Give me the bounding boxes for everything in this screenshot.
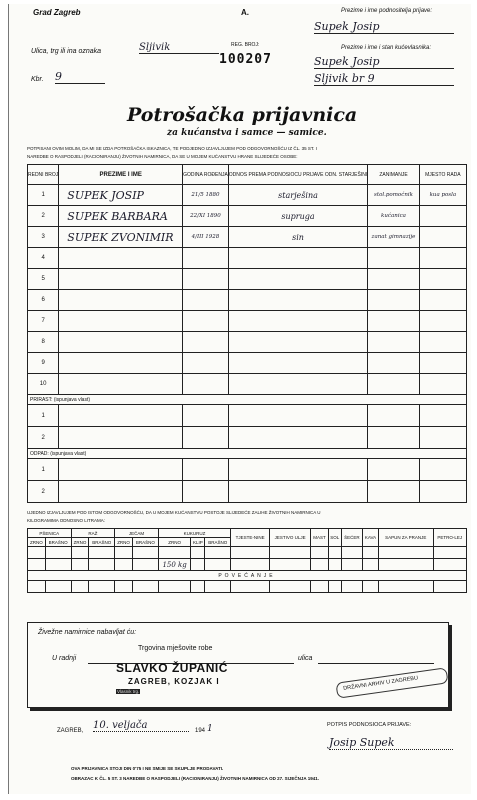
person-no: 5	[28, 269, 59, 290]
col-header-occupation: ZANIMANJE	[368, 165, 420, 185]
person-relation	[228, 311, 367, 332]
person-name: SUPEK JOSIP	[59, 185, 183, 206]
food-sub-brasno: BRAŠNO	[205, 538, 231, 547]
person-workplace	[419, 311, 466, 332]
person-no: 7	[28, 311, 59, 332]
person-year: 21/5 1880	[183, 185, 229, 206]
person-occupation: kućanica	[368, 206, 420, 227]
ulica-line	[318, 663, 434, 664]
person-no: 6	[28, 290, 59, 311]
place-label: ZAGREB,	[57, 728, 84, 734]
prirast-row	[28, 427, 467, 449]
odpad-label: ODPAD: (ispunjava vlast)	[28, 449, 467, 459]
applicant-label: Prezime i ime podnositelja prijave:	[341, 8, 433, 14]
prirast-row-cell	[419, 427, 466, 449]
year-label: 194	[195, 728, 206, 734]
person-row	[28, 185, 467, 206]
person-relation	[228, 332, 367, 353]
person-year: 22/XI 1890	[183, 206, 229, 227]
odpad-row	[28, 459, 467, 481]
food-col-mast: MAST	[311, 529, 328, 547]
col-header-no: REDNI BROJ	[28, 165, 59, 185]
person-occupation	[368, 353, 420, 374]
person-relation	[228, 248, 367, 269]
purchase-label: Živežne namirnice nabavljat ću:	[38, 629, 137, 636]
person-name	[59, 248, 183, 269]
person-workplace	[419, 227, 466, 248]
person-workplace	[419, 206, 466, 227]
person-row	[28, 269, 467, 290]
person-occupation	[368, 311, 420, 332]
person-name	[59, 290, 183, 311]
person-relation: starješina	[228, 185, 367, 206]
intro-line-1: POTPISANI OVIM MOLIM, DA MI SE IZDA POTROŠAČKA ISKAZNICA, TE PODJEDNO IZJAVLJUJEM POD ODGOVORNOŠĆU IZ ČL. 35 ST. I	[27, 146, 317, 151]
odpad-row-cell	[368, 481, 420, 503]
prirast-row-cell	[183, 427, 229, 449]
person-relation	[228, 374, 367, 395]
food-col-kava: KAVA	[363, 529, 379, 547]
odpad-row-cell	[419, 481, 466, 503]
person-row	[28, 227, 467, 248]
odpad-row-cell	[419, 459, 466, 481]
prirast-header-row	[28, 395, 467, 405]
person-name	[59, 332, 183, 353]
col-header-relation: ODNOS PREMA PODNOSIOCU PRIJAVE ODN. STARJEŠINI	[228, 165, 367, 185]
odpad-row-cell	[59, 459, 183, 481]
prirast-row-no: 1	[28, 405, 59, 427]
owner-label: Prezime i ime i stan kućevlasnika:	[341, 45, 432, 51]
odpad-row-cell	[228, 481, 367, 503]
persons-table-header	[28, 165, 467, 185]
owner-value: Supek Josip	[314, 55, 454, 69]
povecanje-label: POVEĆANJE	[28, 571, 467, 581]
declaration-line-1: UJEDNO IZJAVLJUJEM POD ISTOM ODGOVORNOŠĆU, DA U MOJEM KUĆANSTVU POSTOJE SLIJEDEĆE ZALIHE ŽIVOTNIH NAMIRNICA U	[27, 510, 321, 515]
year-suffix: 1	[207, 724, 213, 734]
person-name: SUPEK BARBARA	[59, 206, 183, 227]
person-row	[28, 311, 467, 332]
person-no: 9	[28, 353, 59, 374]
u-radnji-label: U radnji	[52, 655, 77, 662]
signature-label: POTPIS PODNOSIOCA PRIJAVE:	[327, 722, 412, 728]
prirast-row-no: 2	[28, 427, 59, 449]
person-row	[28, 290, 467, 311]
food-sub-zrno: ZRNO	[115, 538, 133, 547]
food-col-sapun: SAPUN ZA PRANJE	[378, 529, 433, 547]
kbr-label: Kbr.	[31, 76, 44, 83]
person-relation	[228, 353, 367, 374]
person-no: 1	[28, 185, 59, 206]
person-year	[183, 248, 229, 269]
prirast-row-cell	[228, 405, 367, 427]
applicant-value: Supek Josip	[314, 20, 454, 34]
food-sub-zrno: ZRNO	[158, 538, 191, 547]
city-label: Grad Zagreb	[33, 8, 81, 17]
food-group-ječam: JEČAM	[115, 529, 159, 538]
person-relation	[228, 269, 367, 290]
odpad-row-no: 1	[28, 459, 59, 481]
food-col-ulje: JESTIVO ULJE	[269, 529, 310, 547]
owner-address: Sljivik br 9	[314, 72, 454, 86]
person-name	[59, 353, 183, 374]
shop-stamp-address: ZAGREB, KOZJAK I	[128, 677, 220, 686]
footer-note-2: OBRAZAC K ČL. 5 ST. 3 NAREDBE O RASPODJELI (RACIONIRANJU) ŽIVOTNIH NAMIRNICA OD 27. SIJEČNJA 1941.	[71, 776, 319, 781]
person-occupation	[368, 332, 420, 353]
col-header-name: PREZIME I IME	[59, 165, 183, 185]
archive-stamp-text: DRŽAVNI ARHIV U ZAGREBU	[342, 675, 419, 692]
person-workplace: kua posla	[419, 185, 466, 206]
person-no: 3	[28, 227, 59, 248]
food-col-tjestenine: TJESTE-NINE	[231, 529, 270, 547]
person-year: 4/III 1928	[183, 227, 229, 248]
person-no: 8	[28, 332, 59, 353]
person-workplace	[419, 248, 466, 269]
col-header-year: GODINA ROĐENJA	[183, 165, 229, 185]
person-row	[28, 248, 467, 269]
food-sub-brasno: BRAŠNO	[45, 538, 71, 547]
page-subtitle: za kućanstva i samce — samice.	[167, 128, 327, 138]
prirast-row	[28, 405, 467, 427]
odpad-row-cell	[368, 459, 420, 481]
person-workplace	[419, 374, 466, 395]
shop-stamp-name: SLAVKO ŽUPANIĆ	[116, 661, 228, 675]
declaration-line-2: KILOGRAMIMA ODNOSNO LITRAMA:	[27, 518, 106, 523]
odpad-row-cell	[228, 459, 367, 481]
food-povecanje-row	[28, 571, 467, 581]
kbr-value: 9	[55, 70, 105, 84]
signature-value: Josip Supek	[329, 736, 453, 750]
prirast-row-cell	[59, 427, 183, 449]
person-year	[183, 311, 229, 332]
food-sub-zrno: ZRNO	[71, 538, 89, 547]
odpad-row-cell	[183, 481, 229, 503]
person-workplace	[419, 353, 466, 374]
person-occupation: zanat gimnazije	[368, 227, 420, 248]
person-year	[183, 290, 229, 311]
food-col-sol: SOL	[328, 529, 341, 547]
person-occupation	[368, 290, 420, 311]
person-workplace	[419, 290, 466, 311]
food-row-1	[28, 547, 467, 559]
odpad-row-cell	[183, 459, 229, 481]
person-no: 2	[28, 206, 59, 227]
footer-note-1: OVA PRIJAVNICA STOJI DIN 0'75 I NE SMIJE SE SKUPLJE PRODAVATI.	[71, 766, 224, 771]
person-year	[183, 353, 229, 374]
page-title: Potrošačka prijavnica	[127, 104, 358, 126]
col-header-workplace: MJESTO RADA	[419, 165, 466, 185]
food-row-2	[28, 559, 467, 571]
person-row	[28, 332, 467, 353]
odpad-row	[28, 481, 467, 503]
prirast-row-cell	[419, 405, 466, 427]
purchase-box	[27, 622, 449, 708]
persons-table	[27, 164, 467, 503]
person-year	[183, 269, 229, 290]
street-label: Ulica, trg ili ina oznaka	[31, 48, 102, 55]
person-name	[59, 311, 183, 332]
food-sub-klip: KLIP	[191, 538, 205, 547]
archive-stamp	[335, 667, 448, 698]
person-workplace	[419, 269, 466, 290]
food-sub-zrno: ZRNO	[28, 538, 46, 547]
form-page	[8, 4, 471, 794]
shop-stamp-line1: Trgovina mješovite robe	[138, 645, 213, 652]
person-year	[183, 374, 229, 395]
reg-label: REG. BROJ:	[231, 42, 260, 48]
person-row	[28, 206, 467, 227]
prirast-row-cell	[183, 405, 229, 427]
food-table	[27, 528, 467, 593]
odpad-row-no: 2	[28, 481, 59, 503]
ulica-label: ulica	[298, 655, 313, 662]
person-row	[28, 374, 467, 395]
person-no: 4	[28, 248, 59, 269]
reg-number: 100207	[219, 52, 272, 67]
person-workplace	[419, 332, 466, 353]
person-year	[183, 332, 229, 353]
person-occupation	[368, 248, 420, 269]
prirast-row-cell	[368, 427, 420, 449]
street-value: Sljivik	[139, 42, 219, 54]
person-row	[28, 353, 467, 374]
person-relation: supruga	[228, 206, 367, 227]
prirast-row-cell	[368, 405, 420, 427]
person-occupation	[368, 269, 420, 290]
person-relation: sin	[228, 227, 367, 248]
odpad-header-row	[28, 449, 467, 459]
food-row-3	[28, 581, 467, 593]
prirast-label: PRIRAST: (ispunjava vlast)	[28, 395, 467, 405]
food-col-petrolej: PETRO-LEJ	[433, 529, 466, 547]
person-relation	[228, 290, 367, 311]
person-name	[59, 269, 183, 290]
food-group-pšenica: PŠENICA	[28, 529, 72, 538]
food-value-kukuruz-zrno: 150 kg	[158, 559, 191, 571]
intro-line-2: NAREDBE O RASPODJELI (RACIONIRANJU) ŽIVOTNIH NAMIRNICA, DA SE U MOJEM KUĆANSTVU HRANE SLIJEDEĆE OSOBE:	[27, 154, 298, 159]
series-label: A.	[241, 8, 249, 17]
food-col-secer: ŠEĆER	[341, 529, 362, 547]
prirast-row-cell	[228, 427, 367, 449]
person-no: 10	[28, 374, 59, 395]
food-sub-brasno: BRAŠNO	[132, 538, 158, 547]
food-group-kukuruz: KUKURUZ	[158, 529, 230, 538]
shop-stamp-tag: Vlasnik trg.	[117, 689, 140, 694]
odpad-row-cell	[59, 481, 183, 503]
food-table-group-row	[28, 529, 467, 538]
person-name	[59, 374, 183, 395]
person-occupation	[368, 374, 420, 395]
person-occupation: stol.pomoćnik	[368, 185, 420, 206]
person-name: SUPEK ZVONIMIR	[59, 227, 183, 248]
food-sub-brasno: BRAŠNO	[89, 538, 115, 547]
prirast-row-cell	[59, 405, 183, 427]
food-group-raž: RAŽ	[71, 529, 115, 538]
date-value: 10. veljača	[93, 720, 189, 732]
